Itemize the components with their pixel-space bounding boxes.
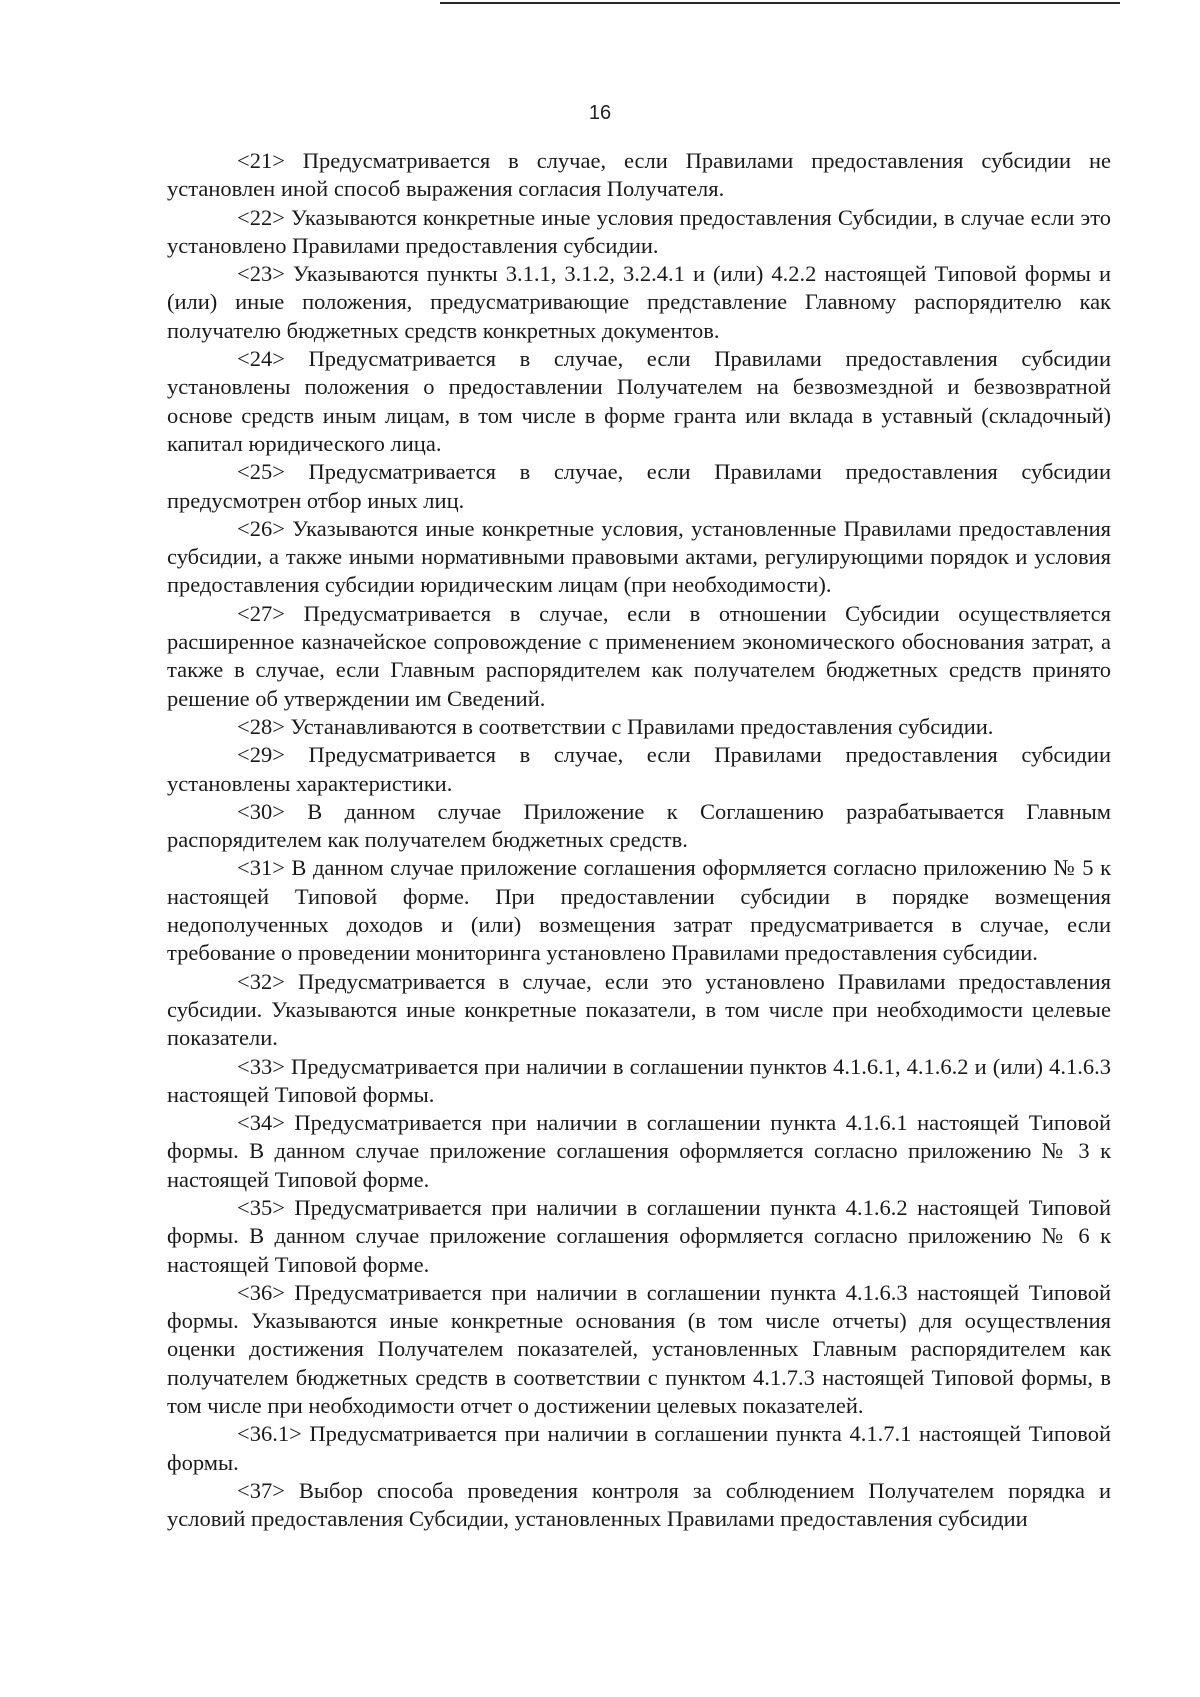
footnote-22: <22> Указываются конкретные иные условия предоставления Субсидии, в случае если это установлено Правилами предоставления субсидии.: [167, 204, 1111, 258]
footnote-21: <21> Предусматривается в случае, если Правилами предоставления субсидии не установлен иной способ выражения согласия Получателя.: [167, 148, 1111, 202]
footnote-33: <33> Предусматривается при наличии в соглашении пунктов 4.1.6.1, 4.1.6.2 и (или) 4.1.6.3 настоящей Типовой формы.: [167, 1053, 1111, 1107]
footnote-25: <25> Предусматривается в случае, если Правилами предоставления субсидии предусмотрен отбор иных лиц.: [167, 459, 1111, 513]
footnote-27: <27> Предусматривается в случае, если в отношении Субсидии осуществляется расширенное казначейское сопровождение с применением экономического обоснования затрат, а также в случае, если Главным распорядителем как получателем бюджетных средств принято решение об утверждении им Сведений.: [167, 600, 1111, 711]
footnote-37: <37> Выбор способа проведения контроля за соблюдением Получателем порядка и условий предоставления Субсидии, установленных Правилами предоставления субсидии: [167, 1477, 1111, 1532]
footnotes-body: [167, 147, 1111, 1534]
footnote-28: <28> Устанавливаются в соответствии с Правилами предоставления субсидии.: [237, 713, 994, 739]
footnote-23: <23> Указываются пункты 3.1.1, 3.1.2, 3.2.4.1 и (или) 4.2.2 настоящей Типовой формы и (или) иные положения, предусматривающие представление Главному распорядителю как получателю бюджетных средств конкретных документов.: [167, 261, 1111, 343]
footnote-32: <32> Предусматривается в случае, если это установлено Правилами предоставления субсидии. Указываются иные конкретные показатели, в том числе при необходимости целевые показатели.: [167, 968, 1111, 1051]
footnote-30: <30> В данном случае Приложение к Соглашению разрабатывается Главным распорядителем как получателем бюджетных средств.: [167, 798, 1111, 853]
footnote-35: <35> Предусматривается при наличии в соглашении пункта 4.1.6.2 настоящей Типовой формы. В данном случае приложение соглашения оформляется согласно приложению № 6 к настоящей Типовой форме.: [167, 1194, 1111, 1277]
footnote-24: <24> Предусматривается в случае, если Правилами предоставления субсидии установлены положения о предоставлении Получателем на безвозмездной и безвозвратной основе средств иным лицам, в том числе в форме гранта или вклада в уставный (складочный) капитал юридического лица.: [167, 346, 1111, 456]
footnote-29: <29> Предусматривается в случае, если Правилами предоставления субсидии установлены характеристики.: [167, 742, 1111, 796]
page-number: 16: [588, 102, 612, 124]
footnote-36: <36> Предусматривается при наличии в соглашении пункта 4.1.6.3 настоящей Типовой формы. Указываются иные конкретные основания (в том числе отчеты) для осуществления оценки достижения Получателем показателей, установленных Главным распорядителем как получателем бюджетных средств в соответствии с пунктом 4.1.7.3 настоящей Типовой формы, в том числе при необходимости отчет о достижении целевых показателей.: [167, 1279, 1111, 1419]
footnote-34: <34> Предусматривается при наличии в соглашении пункта 4.1.6.1 настоящей Типовой формы. В данном случае приложение соглашения оформляется согласно приложению № 3 к настоящей Типовой форме.: [167, 1110, 1111, 1192]
footnote-26: <26> Указываются иные конкретные условия, установленные Правилами предоставления субсидии, а также иными нормативными правовыми актами, регулирующими порядок и условия предоставления субсидии юридическим лицам (при необходимости).: [167, 515, 1111, 598]
top-border-line: [440, 2, 1120, 4]
footnote-31: <31> В данном случае приложение соглашения оформляется согласно приложению № 5 к настоящей Типовой форме. При предоставлении субсидии в порядке возмещения недополученных доходов и (или) возмещения затрат предусматривается в случае, если требование о проведении мониторинга установлено Правилами предоставления субсидии.: [167, 855, 1111, 966]
footnote-36-1: <36.1> Предусматривается при наличии в соглашении пункта 4.1.7.1 настоящей Типовой формы.: [167, 1421, 1111, 1475]
